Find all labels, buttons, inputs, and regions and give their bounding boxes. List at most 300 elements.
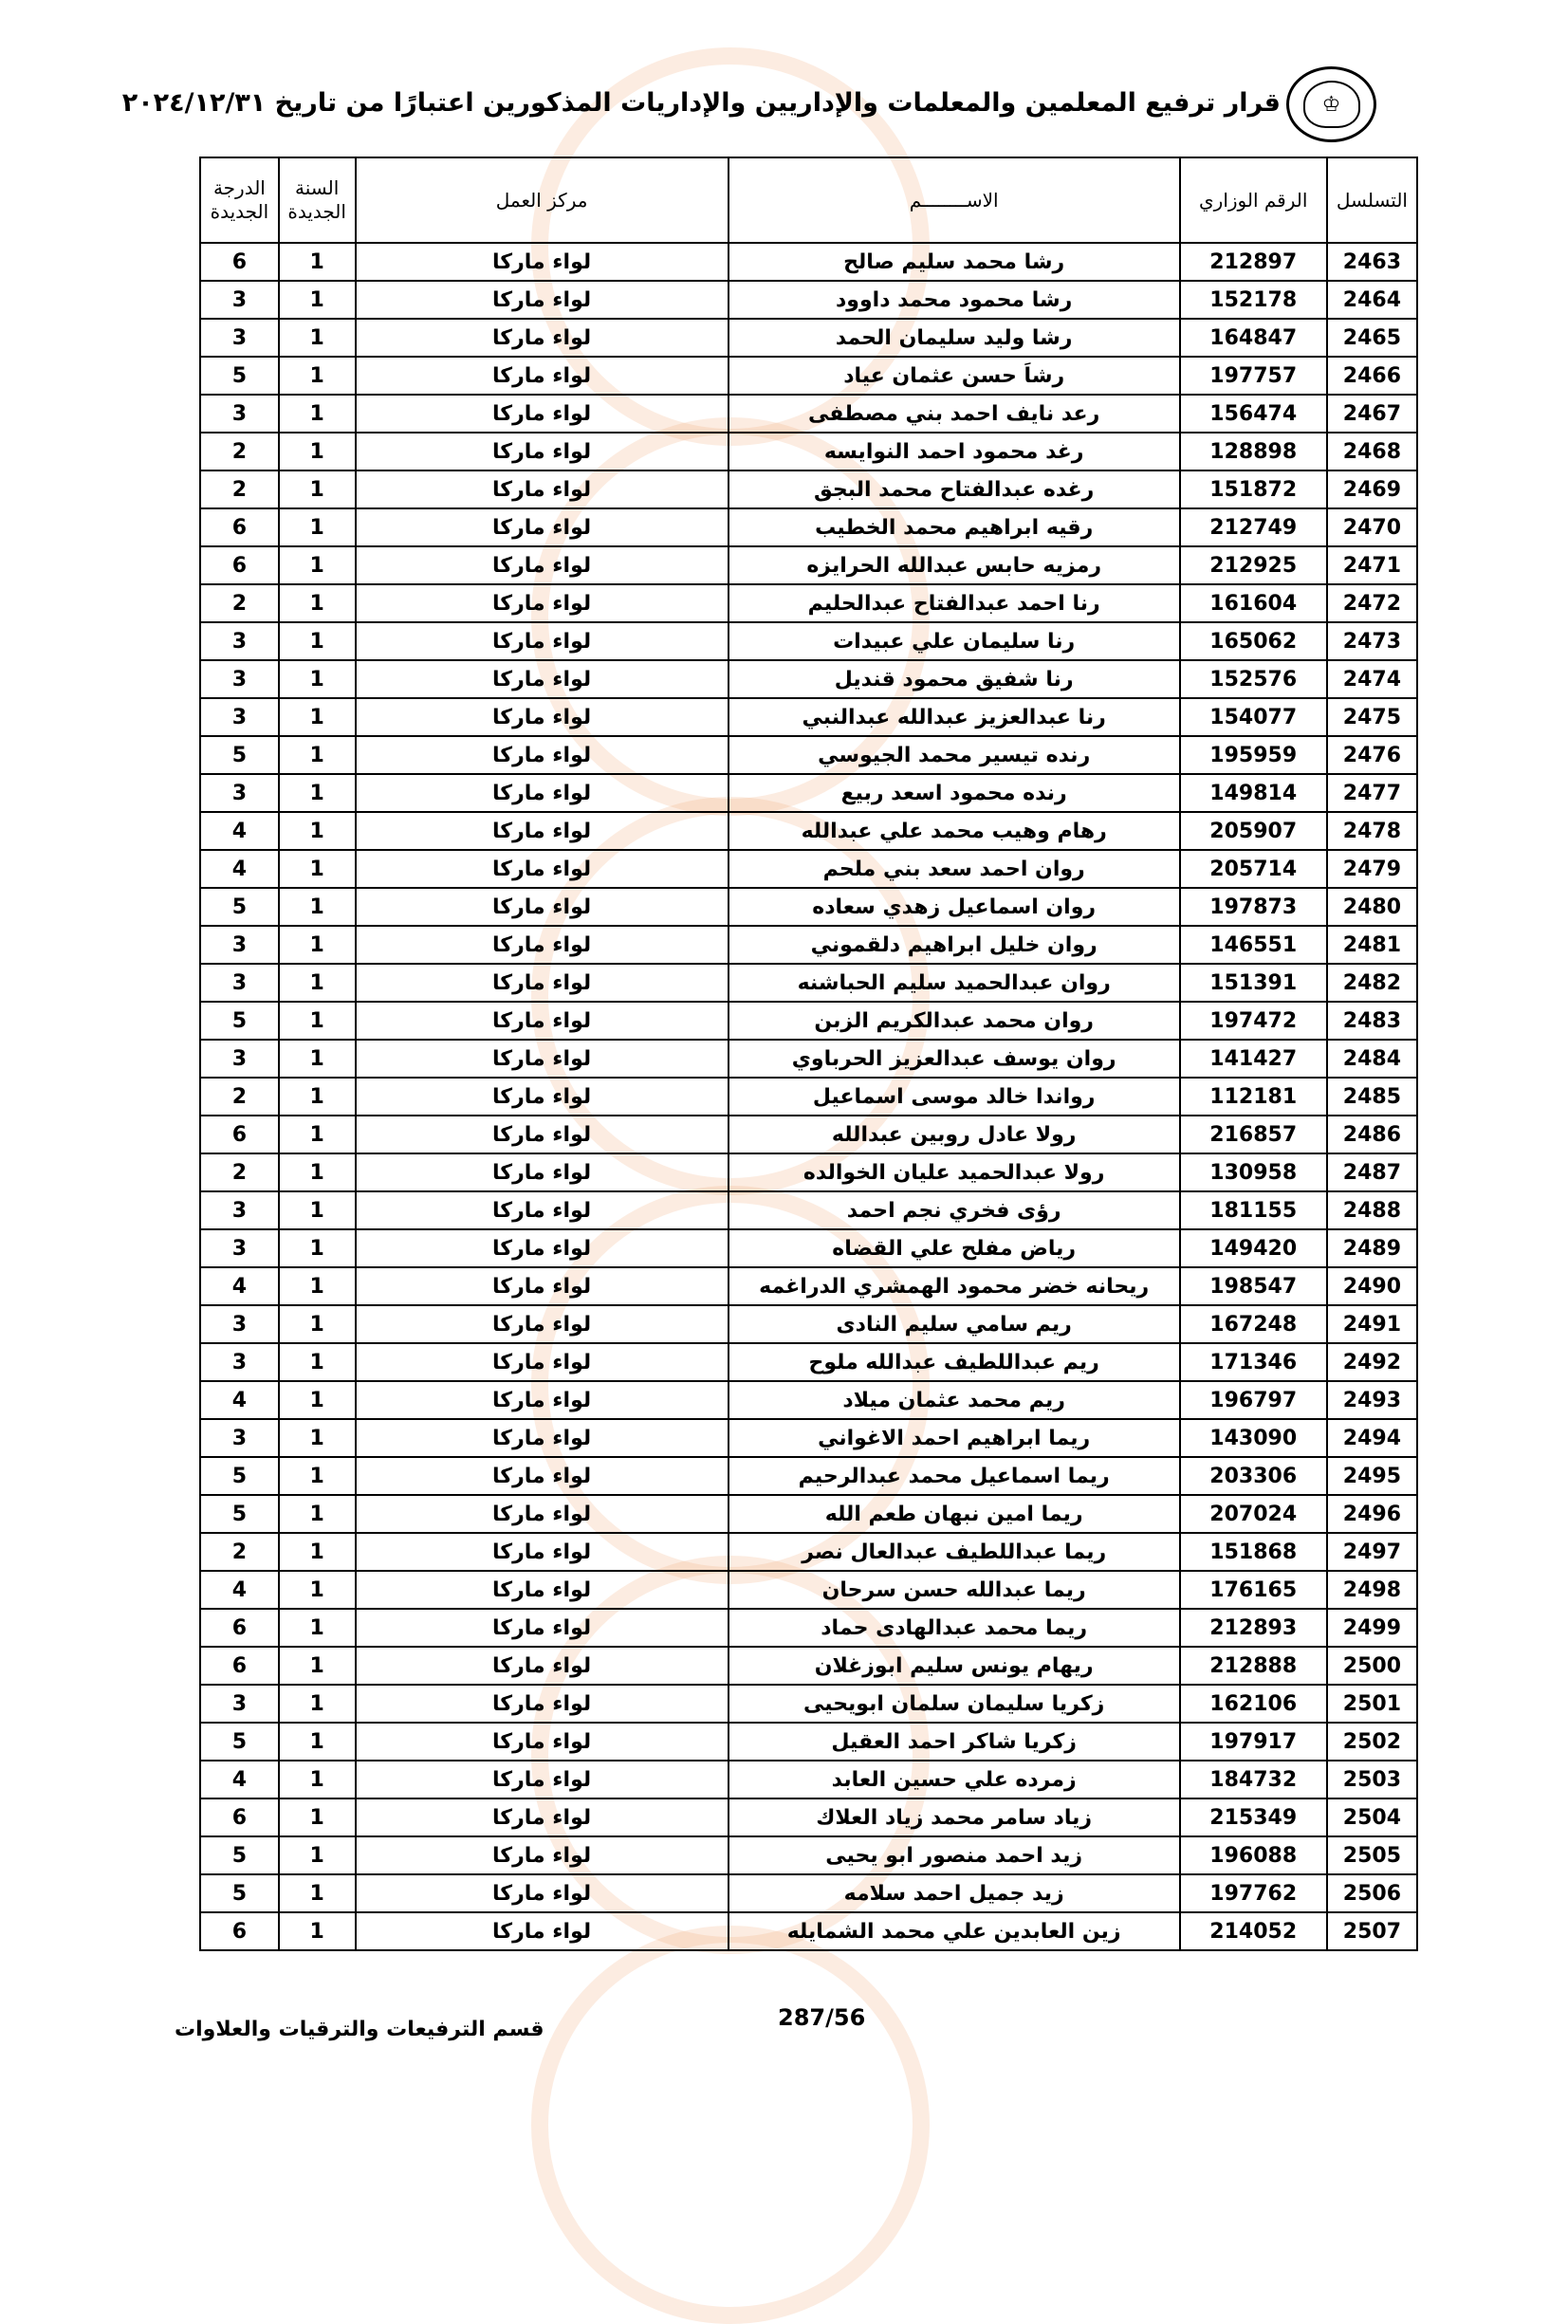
department-name: قسم الترفيعات والترقيات والعلاوات (175, 2018, 544, 2041)
header-new-grade-label: الدرجة الجديدة (210, 176, 269, 223)
cell-workplace: لواء ماركا (356, 1647, 729, 1685)
cell-new-year: 1 (279, 470, 356, 508)
cell-serial: 2501 (1327, 1685, 1417, 1723)
cell-workplace: لواء ماركا (356, 964, 729, 1002)
cell-serial: 2498 (1327, 1571, 1417, 1609)
cell-workplace: لواء ماركا (356, 660, 729, 698)
cell-serial: 2491 (1327, 1305, 1417, 1343)
cell-new-year: 1 (279, 1116, 356, 1153)
cell-serial: 2490 (1327, 1267, 1417, 1305)
cell-new-grade: 2 (200, 1078, 279, 1116)
cell-serial: 2499 (1327, 1609, 1417, 1647)
cell-name: ريم عبداللطيف عبدالله ملوح (729, 1343, 1180, 1381)
table-row (200, 660, 1417, 698)
cell-new-year: 1 (279, 1078, 356, 1116)
cell-serial: 2507 (1327, 1912, 1417, 1950)
cell-new-grade: 2 (200, 433, 279, 470)
cell-ministry-number: 162106 (1180, 1685, 1327, 1723)
cell-new-grade: 6 (200, 1647, 279, 1685)
cell-serial: 2485 (1327, 1078, 1417, 1116)
cell-new-grade: 2 (200, 470, 279, 508)
cell-name: رشا محمود محمد داوود (729, 281, 1180, 319)
cell-name: ريما اسماعيل محمد عبدالرحيم (729, 1457, 1180, 1495)
cell-new-grade: 6 (200, 546, 279, 584)
cell-name: رنده تيسير محمد الجيوسي (729, 736, 1180, 774)
cell-ministry-number: 161604 (1180, 584, 1327, 622)
table-row (200, 546, 1417, 584)
cell-ministry-number: 196088 (1180, 1836, 1327, 1874)
cell-new-grade: 5 (200, 888, 279, 926)
cell-workplace: لواء ماركا (356, 926, 729, 964)
table-row (200, 1381, 1417, 1419)
cell-new-year: 1 (279, 1647, 356, 1685)
cell-ministry-number: 164847 (1180, 319, 1327, 357)
cell-name: رغده عبدالفتاح محمد البجق (729, 470, 1180, 508)
cell-serial: 2481 (1327, 926, 1417, 964)
cell-workplace: لواء ماركا (356, 1419, 729, 1457)
cell-new-year: 1 (279, 319, 356, 357)
cell-serial: 2487 (1327, 1153, 1417, 1191)
cell-new-year: 1 (279, 622, 356, 660)
cell-ministry-number: 205714 (1180, 850, 1327, 888)
cell-serial: 2503 (1327, 1761, 1417, 1798)
cell-workplace: لواء ماركا (356, 1874, 729, 1912)
cell-ministry-number: 154077 (1180, 698, 1327, 736)
cell-ministry-number: 151868 (1180, 1533, 1327, 1571)
cell-ministry-number: 165062 (1180, 622, 1327, 660)
cell-serial: 2475 (1327, 698, 1417, 736)
cell-new-year: 1 (279, 1685, 356, 1723)
table-row (200, 1647, 1417, 1685)
cell-serial: 2466 (1327, 357, 1417, 395)
cell-workplace: لواء ماركا (356, 1533, 729, 1571)
cell-workplace: لواء ماركا (356, 1153, 729, 1191)
table-row (200, 508, 1417, 546)
cell-workplace: لواء ماركا (356, 1191, 729, 1229)
table-row (200, 1343, 1417, 1381)
cell-workplace: لواء ماركا (356, 1495, 729, 1533)
cell-new-grade: 5 (200, 1457, 279, 1495)
cell-serial: 2500 (1327, 1647, 1417, 1685)
cell-new-year: 1 (279, 1191, 356, 1229)
cell-new-year: 1 (279, 1798, 356, 1836)
cell-new-grade: 3 (200, 1191, 279, 1229)
cell-name: رنا سليمان علي عبيدات (729, 622, 1180, 660)
cell-new-year: 1 (279, 1912, 356, 1950)
cell-serial: 2465 (1327, 319, 1417, 357)
cell-workplace: لواء ماركا (356, 546, 729, 584)
header-name: الاســــــــم (729, 157, 1180, 243)
table-row (200, 736, 1417, 774)
table-row (200, 433, 1417, 470)
table-row (200, 1798, 1417, 1836)
table-row (200, 1267, 1417, 1305)
cell-ministry-number: 196797 (1180, 1381, 1327, 1419)
cell-new-grade: 3 (200, 1040, 279, 1078)
cell-serial: 2497 (1327, 1533, 1417, 1571)
cell-name: رنا شفيق محمود قنديل (729, 660, 1180, 698)
cell-workplace: لواء ماركا (356, 1685, 729, 1723)
header-new-year (279, 157, 356, 243)
cell-new-year: 1 (279, 736, 356, 774)
cell-serial: 2467 (1327, 395, 1417, 433)
cell-new-year: 1 (279, 1343, 356, 1381)
cell-new-grade: 5 (200, 1836, 279, 1874)
cell-name: ريما امين نبهان طعم الله (729, 1495, 1180, 1533)
cell-name: ريما عبدالله حسن سرحان (729, 1571, 1180, 1609)
cell-new-grade: 4 (200, 1267, 279, 1305)
cell-ministry-number: 212893 (1180, 1609, 1327, 1647)
cell-name: رمزيه حابس عبدالله الحرايزه (729, 546, 1180, 584)
cell-ministry-number: 203306 (1180, 1457, 1327, 1495)
cell-ministry-number: 146551 (1180, 926, 1327, 964)
cell-new-grade: 3 (200, 1229, 279, 1267)
table-row (200, 1457, 1417, 1495)
cell-name: رؤى فخري نجم احمد (729, 1191, 1180, 1229)
table-row (200, 395, 1417, 433)
cell-new-grade: 4 (200, 812, 279, 850)
table-row (200, 1761, 1417, 1798)
table-row (200, 1040, 1417, 1078)
cell-name: رشا وليد سليمان الحمد (729, 319, 1180, 357)
cell-ministry-number: 152576 (1180, 660, 1327, 698)
cell-workplace: لواء ماركا (356, 470, 729, 508)
header-new-grade (200, 157, 279, 243)
cell-new-year: 1 (279, 1836, 356, 1874)
cell-workplace: لواء ماركا (356, 698, 729, 736)
cell-new-grade: 3 (200, 1685, 279, 1723)
cell-new-grade: 5 (200, 1495, 279, 1533)
cell-workplace: لواء ماركا (356, 1078, 729, 1116)
table-row (200, 1685, 1417, 1723)
table-row (200, 964, 1417, 1002)
cell-new-grade: 3 (200, 698, 279, 736)
cell-ministry-number: 207024 (1180, 1495, 1327, 1533)
cell-workplace: لواء ماركا (356, 1798, 729, 1836)
table-row (200, 926, 1417, 964)
cell-name: زين العابدين علي محمد الشمايله (729, 1912, 1180, 1950)
table-row (200, 1836, 1417, 1874)
cell-serial: 2478 (1327, 812, 1417, 850)
crown-emblem-icon: ♔ (1303, 81, 1360, 128)
table-row (200, 1874, 1417, 1912)
cell-workplace: لواء ماركا (356, 1381, 729, 1419)
cell-ministry-number: 216857 (1180, 1116, 1327, 1153)
table-row (200, 774, 1417, 812)
cell-name: روان اسماعيل زهدي سعاده (729, 888, 1180, 926)
cell-ministry-number: 151391 (1180, 964, 1327, 1002)
cell-ministry-number: 156474 (1180, 395, 1327, 433)
cell-workplace: لواء ماركا (356, 508, 729, 546)
cell-new-grade: 3 (200, 1305, 279, 1343)
cell-workplace: لواء ماركا (356, 1571, 729, 1609)
cell-ministry-number: 143090 (1180, 1419, 1327, 1457)
cell-new-year: 1 (279, 1419, 356, 1457)
cell-new-year: 1 (279, 1040, 356, 1078)
cell-workplace: لواء ماركا (356, 850, 729, 888)
cell-serial: 2471 (1327, 546, 1417, 584)
cell-new-grade: 4 (200, 850, 279, 888)
table-header-row (200, 157, 1417, 243)
cell-workplace: لواء ماركا (356, 736, 729, 774)
cell-ministry-number: 130958 (1180, 1153, 1327, 1191)
cell-workplace: لواء ماركا (356, 1761, 729, 1798)
cell-name: زيد احمد منصور ابو يحيى (729, 1836, 1180, 1874)
cell-new-year: 1 (279, 1457, 356, 1495)
cell-name: رغد محمود احمد النوايسه (729, 433, 1180, 470)
cell-new-grade: 3 (200, 926, 279, 964)
cell-new-year: 1 (279, 888, 356, 926)
table-row (200, 357, 1417, 395)
table-row (200, 281, 1417, 319)
table-row (200, 850, 1417, 888)
cell-workplace: لواء ماركا (356, 1002, 729, 1040)
cell-new-year: 1 (279, 395, 356, 433)
cell-new-year: 1 (279, 1571, 356, 1609)
cell-workplace: لواء ماركا (356, 1267, 729, 1305)
cell-ministry-number: 205907 (1180, 812, 1327, 850)
cell-new-grade: 2 (200, 1533, 279, 1571)
cell-ministry-number: 197873 (1180, 888, 1327, 926)
cell-ministry-number: 195959 (1180, 736, 1327, 774)
cell-new-grade: 6 (200, 1912, 279, 1950)
cell-serial: 2470 (1327, 508, 1417, 546)
cell-name: روان خليل ابراهيم دلقموني (729, 926, 1180, 964)
cell-serial: 2463 (1327, 243, 1417, 281)
cell-new-grade: 4 (200, 1381, 279, 1419)
cell-name: روان عبدالحميد سليم الحباشنه (729, 964, 1180, 1002)
cell-new-grade: 4 (200, 1571, 279, 1609)
cell-name: روان محمد عبدالكريم الزبن (729, 1002, 1180, 1040)
cell-workplace: لواء ماركا (356, 1457, 729, 1495)
table-row (200, 1116, 1417, 1153)
cell-ministry-number: 212888 (1180, 1647, 1327, 1685)
cell-new-grade: 3 (200, 395, 279, 433)
cell-new-grade: 3 (200, 660, 279, 698)
table-row (200, 1723, 1417, 1761)
table-row (200, 1305, 1417, 1343)
cell-serial: 2468 (1327, 433, 1417, 470)
cell-serial: 2489 (1327, 1229, 1417, 1267)
cell-serial: 2496 (1327, 1495, 1417, 1533)
table-row (200, 1153, 1417, 1191)
table-row (200, 1419, 1417, 1457)
cell-serial: 2472 (1327, 584, 1417, 622)
cell-name: زكريا شاكر احمد العقيل (729, 1723, 1180, 1761)
cell-name: رولا عادل روبين عبدالله (729, 1116, 1180, 1153)
cell-workplace: لواء ماركا (356, 1343, 729, 1381)
cell-new-year: 1 (279, 1874, 356, 1912)
cell-workplace: لواء ماركا (356, 622, 729, 660)
cell-ministry-number: 212749 (1180, 508, 1327, 546)
cell-serial: 2504 (1327, 1798, 1417, 1836)
page-number: 287/56 (778, 2004, 866, 2031)
cell-serial: 2469 (1327, 470, 1417, 508)
cell-ministry-number: 152178 (1180, 281, 1327, 319)
document-title: قرار ترفيع المعلمين والمعلمات والإداريين والإداريات المذكورين اعتبارًا من تاريخ ٢٠٢٤/١٢/٣١ (121, 88, 1281, 118)
cell-new-year: 1 (279, 1381, 356, 1419)
cell-name: رياض مفلح علي القضاه (729, 1229, 1180, 1267)
cell-name: رعد نايف احمد بني مصطفى (729, 395, 1180, 433)
cell-new-grade: 6 (200, 1609, 279, 1647)
header-workplace: مركز العمل (356, 157, 729, 243)
cell-name: ريما عبداللطيف عبدالعال نصر (729, 1533, 1180, 1571)
cell-workplace: لواء ماركا (356, 433, 729, 470)
cell-new-grade: 3 (200, 319, 279, 357)
cell-name: زكريا سليمان سلمان ابويحيى (729, 1685, 1180, 1723)
table-row (200, 243, 1417, 281)
cell-new-year: 1 (279, 1267, 356, 1305)
cell-name: زيد جميل احمد سلامه (729, 1874, 1180, 1912)
cell-ministry-number: 197762 (1180, 1874, 1327, 1912)
cell-ministry-number: 151872 (1180, 470, 1327, 508)
cell-ministry-number: 128898 (1180, 433, 1327, 470)
cell-serial: 2473 (1327, 622, 1417, 660)
cell-serial: 2506 (1327, 1874, 1417, 1912)
cell-new-grade: 2 (200, 1153, 279, 1191)
table-row (200, 1002, 1417, 1040)
cell-serial: 2492 (1327, 1343, 1417, 1381)
cell-name: روان احمد سعد بني ملحم (729, 850, 1180, 888)
cell-ministry-number: 212897 (1180, 243, 1327, 281)
cell-name: رنده محمود اسعد ربيع (729, 774, 1180, 812)
cell-new-year: 1 (279, 1761, 356, 1798)
cell-ministry-number: 197472 (1180, 1002, 1327, 1040)
table-row (200, 1078, 1417, 1116)
cell-name: رنا عبدالعزيز عبدالله عبدالنبي (729, 698, 1180, 736)
cell-new-grade: 3 (200, 964, 279, 1002)
cell-new-year: 1 (279, 281, 356, 319)
cell-serial: 2482 (1327, 964, 1417, 1002)
table-row (200, 1609, 1417, 1647)
header-new-year-label: السنة الجديدة (287, 176, 346, 223)
table-row (200, 698, 1417, 736)
cell-serial: 2495 (1327, 1457, 1417, 1495)
cell-ministry-number: 167248 (1180, 1305, 1327, 1343)
cell-workplace: لواء ماركا (356, 1305, 729, 1343)
cell-name: رواندا خالد موسى اسماعيل (729, 1078, 1180, 1116)
table-row (200, 1912, 1417, 1950)
table-row (200, 1571, 1417, 1609)
cell-ministry-number: 149814 (1180, 774, 1327, 812)
cell-new-year: 1 (279, 584, 356, 622)
cell-new-year: 1 (279, 357, 356, 395)
cell-name: ريم سامي سليم النادى (729, 1305, 1180, 1343)
table-row (200, 1191, 1417, 1229)
cell-name: رهام وهيب محمد علي عبدالله (729, 812, 1180, 850)
cell-new-grade: 5 (200, 736, 279, 774)
cell-new-year: 1 (279, 774, 356, 812)
cell-new-year: 1 (279, 508, 356, 546)
cell-serial: 2480 (1327, 888, 1417, 926)
cell-new-year: 1 (279, 660, 356, 698)
cell-workplace: لواء ماركا (356, 243, 729, 281)
cell-workplace: لواء ماركا (356, 1836, 729, 1874)
cell-workplace: لواء ماركا (356, 1116, 729, 1153)
cell-serial: 2474 (1327, 660, 1417, 698)
cell-serial: 2502 (1327, 1723, 1417, 1761)
cell-new-grade: 6 (200, 243, 279, 281)
cell-new-grade: 3 (200, 281, 279, 319)
cell-new-grade: 4 (200, 1761, 279, 1798)
cell-serial: 2476 (1327, 736, 1417, 774)
cell-workplace: لواء ماركا (356, 812, 729, 850)
cell-name: رشا محمد سليم صالح (729, 243, 1180, 281)
cell-serial: 2494 (1327, 1419, 1417, 1457)
promotions-table (199, 157, 1418, 1951)
cell-serial: 2505 (1327, 1836, 1417, 1874)
cell-ministry-number: 214052 (1180, 1912, 1327, 1950)
cell-new-year: 1 (279, 1229, 356, 1267)
cell-name: ريهام يونس سليم ابوزغلان (729, 1647, 1180, 1685)
cell-ministry-number: 171346 (1180, 1343, 1327, 1381)
ministry-logo (1286, 66, 1376, 142)
cell-new-year: 1 (279, 850, 356, 888)
cell-new-grade: 6 (200, 1116, 279, 1153)
cell-new-grade: 5 (200, 1002, 279, 1040)
cell-workplace: لواء ماركا (356, 319, 729, 357)
cell-ministry-number: 149420 (1180, 1229, 1327, 1267)
table-row (200, 888, 1417, 926)
watermark-circle-6 (531, 1926, 930, 2324)
table-row (200, 1495, 1417, 1533)
cell-new-grade: 5 (200, 1723, 279, 1761)
cell-name: رولا عبدالحميد عليان الخوالده (729, 1153, 1180, 1191)
cell-name: رقيه ابراهيم محمد الخطيب (729, 508, 1180, 546)
cell-new-year: 1 (279, 1002, 356, 1040)
cell-workplace: لواء ماركا (356, 774, 729, 812)
table-row (200, 1533, 1417, 1571)
cell-name: رنا احمد عبدالفتاح عبدالحليم (729, 584, 1180, 622)
cell-serial: 2486 (1327, 1116, 1417, 1153)
cell-new-grade: 3 (200, 1419, 279, 1457)
cell-name: ريما محمد عبدالهادى حماد (729, 1609, 1180, 1647)
cell-new-year: 1 (279, 433, 356, 470)
cell-serial: 2488 (1327, 1191, 1417, 1229)
cell-ministry-number: 112181 (1180, 1078, 1327, 1116)
cell-new-year: 1 (279, 243, 356, 281)
cell-new-grade: 3 (200, 622, 279, 660)
cell-workplace: لواء ماركا (356, 888, 729, 926)
cell-new-year: 1 (279, 546, 356, 584)
cell-ministry-number: 141427 (1180, 1040, 1327, 1078)
cell-new-year: 1 (279, 926, 356, 964)
cell-serial: 2483 (1327, 1002, 1417, 1040)
cell-new-grade: 3 (200, 774, 279, 812)
cell-new-grade: 5 (200, 1874, 279, 1912)
cell-new-year: 1 (279, 812, 356, 850)
cell-new-year: 1 (279, 1609, 356, 1647)
cell-new-year: 1 (279, 964, 356, 1002)
header-ministry-number: الرقم الوزاري (1180, 157, 1327, 243)
cell-serial: 2464 (1327, 281, 1417, 319)
cell-ministry-number: 198547 (1180, 1267, 1327, 1305)
cell-workplace: لواء ماركا (356, 1723, 729, 1761)
table-row (200, 622, 1417, 660)
cell-new-grade: 3 (200, 1343, 279, 1381)
cell-name: رشاَ حسن عثمان عياد (729, 357, 1180, 395)
cell-name: ريحانه خضر محمود الهمشري الدراغمه (729, 1267, 1180, 1305)
cell-new-year: 1 (279, 1533, 356, 1571)
cell-workplace: لواء ماركا (356, 1609, 729, 1647)
cell-new-grade: 2 (200, 584, 279, 622)
table-row (200, 584, 1417, 622)
cell-workplace: لواء ماركا (356, 1040, 729, 1078)
table-row (200, 470, 1417, 508)
cell-workplace: لواء ماركا (356, 1229, 729, 1267)
cell-ministry-number: 197757 (1180, 357, 1327, 395)
cell-serial: 2484 (1327, 1040, 1417, 1078)
